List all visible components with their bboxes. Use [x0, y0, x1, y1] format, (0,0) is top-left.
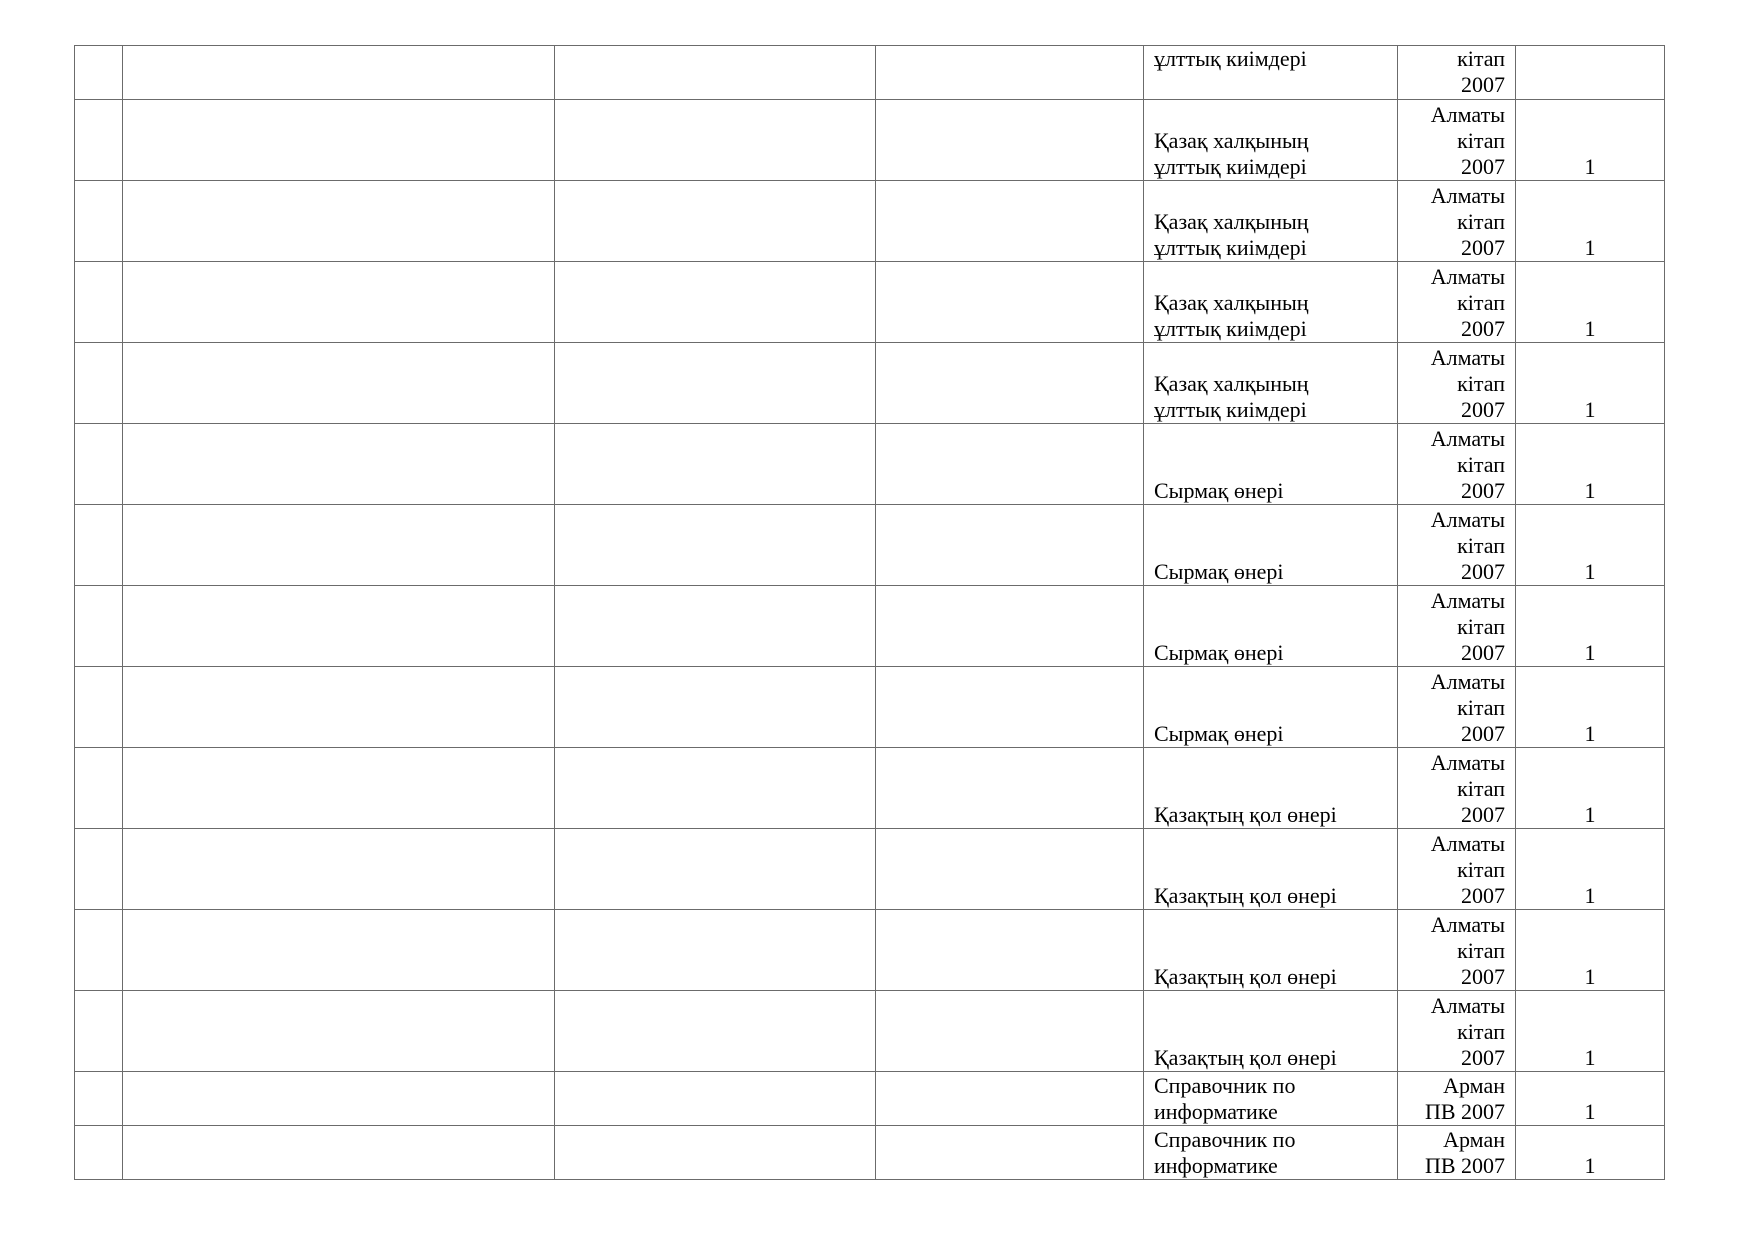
- book-title-cell: [1144, 748, 1398, 829]
- book-title-cell: [1144, 1072, 1398, 1126]
- book-title-cell: [1144, 1126, 1398, 1180]
- quantity-cell: [1516, 505, 1665, 586]
- empty-cell: [876, 910, 1144, 991]
- empty-cell: [555, 343, 876, 424]
- book-title: Справочник по информатике: [1154, 1073, 1296, 1124]
- publisher-cell: [1398, 46, 1516, 100]
- publisher-year: Алматы кітап 2007: [1430, 993, 1505, 1070]
- book-title-cell: [1144, 829, 1398, 910]
- table-row: [75, 424, 1665, 505]
- number-cell: [75, 991, 123, 1072]
- publisher-cell: [1398, 991, 1516, 1072]
- quantity-cell: [1516, 991, 1665, 1072]
- empty-cell: [876, 424, 1144, 505]
- book-title-cell: [1144, 262, 1398, 343]
- quantity-cell: [1516, 46, 1665, 100]
- book-title: Сырмақ өнері: [1154, 559, 1284, 584]
- empty-cell: [876, 748, 1144, 829]
- book-title: Қазақ халқының ұлттық киімдері: [1154, 290, 1309, 341]
- empty-cell: [123, 424, 555, 505]
- book-title: Сырмақ өнері: [1154, 640, 1284, 665]
- quantity: 1: [1584, 640, 1596, 665]
- publisher-year: Арман ПВ 2007: [1424, 1073, 1505, 1124]
- publisher-year: Алматы кітап 2007: [1430, 426, 1505, 503]
- empty-cell: [876, 262, 1144, 343]
- empty-cell: [555, 586, 876, 667]
- quantity-cell: [1516, 343, 1665, 424]
- book-inventory-table: [74, 45, 1665, 1180]
- empty-cell: [555, 424, 876, 505]
- publisher-year: Алматы кітап 2007: [1430, 345, 1505, 422]
- empty-cell: [123, 181, 555, 262]
- number-cell: [75, 46, 123, 100]
- table-row: [75, 991, 1665, 1072]
- quantity-cell: [1516, 1126, 1665, 1180]
- book-title: Қазақ халқының ұлттық киімдері: [1154, 209, 1309, 260]
- table-row: [75, 910, 1665, 991]
- book-title-cell: [1144, 424, 1398, 505]
- publisher-year: Алматы кітап 2007: [1430, 102, 1505, 179]
- empty-cell: [876, 1072, 1144, 1126]
- publisher-year: Арман ПВ 2007: [1424, 1127, 1505, 1178]
- number-cell: [75, 586, 123, 667]
- number-cell: [75, 748, 123, 829]
- book-title-cell: [1144, 667, 1398, 748]
- publisher-cell: [1398, 829, 1516, 910]
- book-title: Сырмақ өнері: [1154, 721, 1284, 746]
- quantity-cell: [1516, 748, 1665, 829]
- empty-cell: [876, 991, 1144, 1072]
- book-title: Қазақтың қол өнері: [1154, 883, 1337, 908]
- number-cell: [75, 1126, 123, 1180]
- empty-cell: [876, 1126, 1144, 1180]
- quantity: 1: [1584, 802, 1596, 827]
- publisher-cell: [1398, 424, 1516, 505]
- quantity-cell: [1516, 586, 1665, 667]
- quantity-cell: [1516, 1072, 1665, 1126]
- empty-cell: [876, 829, 1144, 910]
- quantity: 1: [1584, 1045, 1596, 1070]
- book-title-cell: [1144, 586, 1398, 667]
- quantity: 1: [1584, 235, 1596, 260]
- empty-cell: [123, 100, 555, 181]
- empty-cell: [123, 748, 555, 829]
- book-title-cell: [1144, 991, 1398, 1072]
- quantity: 1: [1584, 964, 1596, 989]
- quantity: 1: [1584, 478, 1596, 503]
- table-row: [75, 667, 1665, 748]
- quantity: 1: [1584, 1153, 1596, 1178]
- empty-cell: [876, 46, 1144, 100]
- publisher-year: Алматы кітап 2007: [1430, 183, 1505, 260]
- empty-cell: [876, 586, 1144, 667]
- empty-cell: [123, 829, 555, 910]
- quantity: 1: [1584, 1099, 1596, 1124]
- number-cell: [75, 181, 123, 262]
- publisher-cell: [1398, 100, 1516, 181]
- quantity-cell: [1516, 667, 1665, 748]
- empty-cell: [555, 910, 876, 991]
- table-row: [75, 343, 1665, 424]
- table-row: [75, 1126, 1665, 1180]
- quantity-cell: [1516, 829, 1665, 910]
- number-cell: [75, 829, 123, 910]
- publisher-cell: [1398, 586, 1516, 667]
- table-row: [75, 829, 1665, 910]
- book-title: Қазақтың қол өнері: [1154, 802, 1337, 827]
- empty-cell: [876, 181, 1144, 262]
- empty-cell: [123, 343, 555, 424]
- quantity: 1: [1584, 397, 1596, 422]
- quantity-cell: [1516, 100, 1665, 181]
- empty-cell: [123, 505, 555, 586]
- number-cell: [75, 667, 123, 748]
- empty-cell: [555, 667, 876, 748]
- publisher-year: Алматы кітап 2007: [1430, 912, 1505, 989]
- publisher-year: кітап 2007: [1457, 46, 1505, 97]
- book-title: Справочник по информатике: [1154, 1127, 1296, 1178]
- book-title-cell: [1144, 181, 1398, 262]
- empty-cell: [876, 667, 1144, 748]
- publisher-cell: [1398, 505, 1516, 586]
- table-row: [75, 181, 1665, 262]
- quantity-cell: [1516, 262, 1665, 343]
- publisher-year: Алматы кітап 2007: [1430, 264, 1505, 341]
- empty-cell: [123, 46, 555, 100]
- empty-cell: [123, 1072, 555, 1126]
- quantity: 1: [1584, 316, 1596, 341]
- empty-cell: [876, 100, 1144, 181]
- publisher-year: Алматы кітап 2007: [1430, 588, 1505, 665]
- empty-cell: [123, 262, 555, 343]
- empty-cell: [555, 262, 876, 343]
- publisher-cell: [1398, 262, 1516, 343]
- empty-cell: [555, 505, 876, 586]
- number-cell: [75, 910, 123, 991]
- empty-cell: [555, 829, 876, 910]
- book-title-cell: [1144, 100, 1398, 181]
- book-title-cell: [1144, 343, 1398, 424]
- empty-cell: [876, 343, 1144, 424]
- book-title: ұлттық киімдері: [1154, 46, 1307, 71]
- number-cell: [75, 424, 123, 505]
- table-body: [75, 46, 1665, 1180]
- book-title: Қазақтың қол өнері: [1154, 1045, 1337, 1070]
- empty-cell: [123, 1126, 555, 1180]
- publisher-year: Алматы кітап 2007: [1430, 507, 1505, 584]
- number-cell: [75, 505, 123, 586]
- empty-cell: [555, 100, 876, 181]
- book-title-cell: [1144, 505, 1398, 586]
- quantity: 1: [1584, 721, 1596, 746]
- empty-cell: [123, 667, 555, 748]
- publisher-cell: [1398, 343, 1516, 424]
- publisher-cell: [1398, 910, 1516, 991]
- publisher-cell: [1398, 1126, 1516, 1180]
- table-row: [75, 262, 1665, 343]
- table-row: [75, 586, 1665, 667]
- table-row: [75, 505, 1665, 586]
- quantity-cell: [1516, 910, 1665, 991]
- book-title: Сырмақ өнері: [1154, 478, 1284, 503]
- empty-cell: [555, 991, 876, 1072]
- number-cell: [75, 100, 123, 181]
- book-title: Қазақ халқының ұлттық киімдері: [1154, 371, 1309, 422]
- quantity-cell: [1516, 424, 1665, 505]
- book-title: Қазақтың қол өнері: [1154, 964, 1337, 989]
- quantity: 1: [1584, 559, 1596, 584]
- table-row: [75, 100, 1665, 181]
- empty-cell: [876, 505, 1144, 586]
- quantity-cell: [1516, 181, 1665, 262]
- empty-cell: [555, 1126, 876, 1180]
- quantity: 1: [1584, 883, 1596, 908]
- publisher-year: Алматы кітап 2007: [1430, 831, 1505, 908]
- publisher-cell: [1398, 748, 1516, 829]
- empty-cell: [123, 910, 555, 991]
- empty-cell: [123, 991, 555, 1072]
- table-row: [75, 1072, 1665, 1126]
- publisher-year: Алматы кітап 2007: [1430, 669, 1505, 746]
- book-title-cell: [1144, 46, 1398, 100]
- empty-cell: [555, 46, 876, 100]
- table-row: [75, 748, 1665, 829]
- publisher-cell: [1398, 1072, 1516, 1126]
- book-title-cell: [1144, 910, 1398, 991]
- empty-cell: [555, 181, 876, 262]
- book-title: Қазақ халқының ұлттық киімдері: [1154, 128, 1309, 179]
- publisher-cell: [1398, 667, 1516, 748]
- number-cell: [75, 343, 123, 424]
- empty-cell: [123, 586, 555, 667]
- empty-cell: [555, 748, 876, 829]
- number-cell: [75, 1072, 123, 1126]
- table-row: [75, 46, 1665, 100]
- number-cell: [75, 262, 123, 343]
- empty-cell: [555, 1072, 876, 1126]
- publisher-cell: [1398, 181, 1516, 262]
- quantity: 1: [1584, 154, 1596, 179]
- publisher-year: Алматы кітап 2007: [1430, 750, 1505, 827]
